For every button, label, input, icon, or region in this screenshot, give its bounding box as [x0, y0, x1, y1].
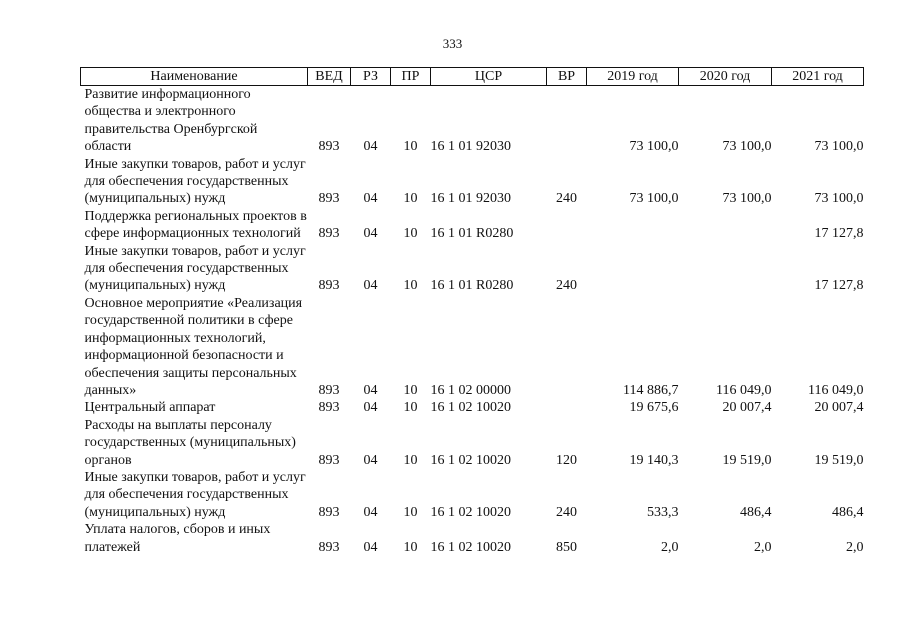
cell-2019 — [587, 208, 679, 243]
cell-2019: 2,0 — [661, 539, 679, 555]
cell-pr: 10 — [403, 382, 418, 398]
cell-2019: 19 140,3 — [629, 452, 679, 468]
cell-pr: 10 — [403, 139, 418, 155]
cell-2020: 116 049,0 — [716, 382, 772, 398]
cell-pr: 10 — [403, 278, 418, 294]
header-vr: ВР — [547, 68, 587, 86]
header-2020: 2020 год — [679, 68, 772, 86]
cell-2019: 114 886,7 — [623, 382, 679, 398]
cell-pr: 10 — [403, 504, 418, 520]
cell-2020: 486,4 — [740, 504, 772, 520]
cell-2020: 73 100,0 — [722, 191, 772, 207]
cell-csr: 16 1 01 92030 — [430, 139, 511, 155]
table-row — [81, 469, 864, 521]
table-row — [81, 521, 864, 556]
cell-vr: 240 — [556, 191, 577, 207]
cell-2021: 73 100,0 — [814, 139, 864, 155]
table-row — [81, 156, 864, 208]
cell-2019: 73 100,0 — [629, 139, 679, 155]
cell-ved: 893 — [318, 452, 340, 468]
cell-2020: 73 100,0 — [722, 139, 772, 155]
cell-name: Центральный аппарат — [84, 400, 216, 416]
cell-vr: 120 — [556, 452, 577, 468]
cell-rz: 04 — [363, 382, 378, 398]
cell-2019: 73 100,0 — [629, 191, 679, 207]
cell-csr: 16 1 02 00000 — [430, 382, 511, 398]
cell-2021: 116 049,0 — [808, 382, 864, 398]
cell-ved: 893 — [318, 226, 340, 242]
header-csr: ЦСР — [431, 68, 547, 86]
budget-table — [80, 67, 864, 556]
cell-2021: 486,4 — [832, 504, 864, 520]
cell-2021: 20 007,4 — [814, 400, 864, 416]
table-row — [81, 295, 864, 399]
cell-rz: 04 — [363, 400, 378, 416]
header-pr: ПР — [391, 68, 431, 86]
cell-2019: 19 675,6 — [629, 400, 679, 416]
cell-2020 — [679, 243, 772, 295]
cell-rz: 04 — [363, 139, 378, 155]
header-name: Наименование — [81, 68, 308, 86]
header-2019: 2019 год — [587, 68, 679, 86]
cell-name: Иные закупки товаров, работ и услуг для обеспечения государственных (муниципальных) нужд — [84, 469, 306, 520]
cell-csr: 16 1 02 10020 — [430, 539, 511, 555]
cell-rz: 04 — [363, 504, 378, 520]
cell-ved: 893 — [318, 539, 340, 555]
cell-rz: 04 — [363, 191, 378, 207]
header-rz: РЗ — [351, 68, 391, 86]
cell-vr — [547, 86, 587, 156]
cell-ved: 893 — [318, 278, 340, 294]
cell-2021: 19 519,0 — [814, 452, 864, 468]
table-row — [81, 399, 864, 416]
cell-rz: 04 — [363, 539, 378, 555]
page-number: 333 — [442, 36, 463, 51]
cell-rz: 04 — [363, 452, 378, 468]
cell-2021: 17 127,8 — [814, 278, 864, 294]
cell-2020: 2,0 — [754, 539, 772, 555]
cell-2021: 2,0 — [846, 539, 864, 555]
cell-csr: 16 1 01 R0280 — [430, 278, 514, 294]
cell-ved: 893 — [318, 400, 340, 416]
table-row — [81, 208, 864, 243]
cell-pr: 10 — [403, 191, 418, 207]
cell-2020: 20 007,4 — [722, 400, 772, 416]
cell-pr: 10 — [403, 226, 418, 242]
cell-2021: 73 100,0 — [814, 191, 864, 207]
cell-name: Основное мероприятие «Реализация государственной политики в сфере информационных технологий, информационной безопасности и обеспечения защиты персональных данных» — [84, 295, 303, 398]
table-header-row — [81, 68, 864, 86]
table-row — [81, 417, 864, 469]
table-row — [81, 243, 864, 295]
cell-2020 — [679, 208, 772, 243]
cell-2019: 533,3 — [647, 504, 679, 520]
cell-2019 — [587, 243, 679, 295]
cell-vr — [547, 295, 587, 399]
cell-vr — [547, 399, 587, 416]
cell-name: Поддержка региональных проектов в сфере информационных технологий — [84, 208, 307, 242]
cell-name: Уплата налогов, сборов и иных платежей — [84, 522, 271, 555]
header-ved: ВЕД — [308, 68, 351, 86]
cell-name: Развитие информационного общества и электронного правительства Оренбургской области — [84, 87, 258, 155]
cell-2021: 17 127,8 — [814, 226, 864, 242]
cell-rz: 04 — [363, 278, 378, 294]
table-row — [81, 86, 864, 156]
cell-vr: 240 — [556, 504, 577, 520]
cell-name: Расходы на выплаты персоналу государственных (муниципальных) органов — [84, 417, 296, 468]
cell-vr: 240 — [556, 278, 577, 294]
cell-csr: 16 1 02 10020 — [430, 400, 511, 416]
header-2021: 2021 год — [772, 68, 864, 86]
cell-ved: 893 — [318, 139, 340, 155]
cell-ved: 893 — [318, 504, 340, 520]
cell-2020: 19 519,0 — [722, 452, 772, 468]
cell-csr: 16 1 01 R0280 — [430, 226, 514, 242]
cell-pr: 10 — [403, 539, 418, 555]
cell-pr: 10 — [403, 452, 418, 468]
cell-pr: 10 — [403, 400, 418, 416]
cell-ved: 893 — [318, 382, 340, 398]
cell-csr: 16 1 02 10020 — [430, 452, 511, 468]
cell-csr: 16 1 01 92030 — [430, 191, 511, 207]
cell-rz: 04 — [363, 226, 378, 242]
cell-vr — [547, 208, 587, 243]
cell-csr: 16 1 02 10020 — [430, 504, 511, 520]
cell-name: Иные закупки товаров, работ и услуг для обеспечения государственных (муниципальных) нужд — [84, 156, 306, 207]
cell-vr: 850 — [556, 539, 577, 555]
cell-ved: 893 — [318, 191, 340, 207]
cell-name: Иные закупки товаров, работ и услуг для обеспечения государственных (муниципальных) нужд — [84, 243, 306, 294]
table-body — [81, 86, 864, 556]
